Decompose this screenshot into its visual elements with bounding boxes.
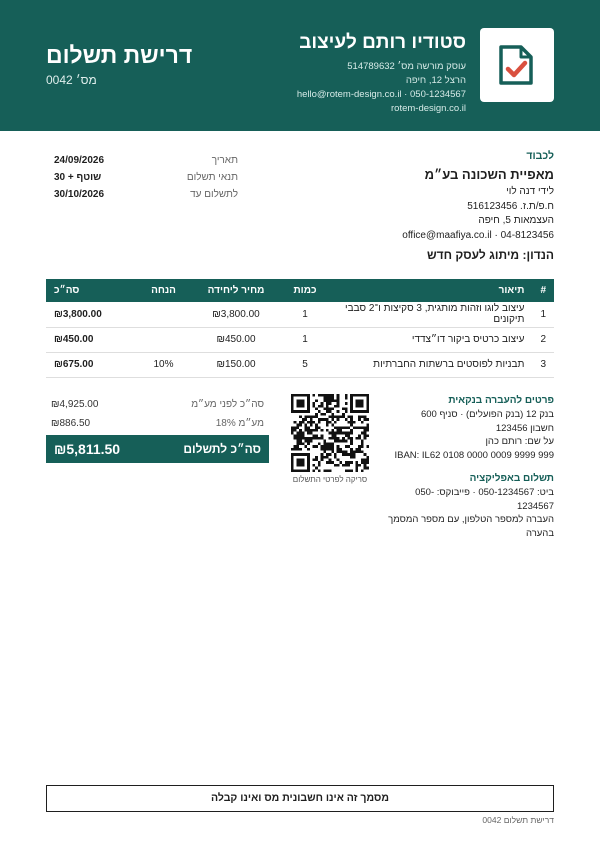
vat-value: ₪886.50 bbox=[51, 418, 91, 429]
client-company-id: ח.פ/ת.ז. 516123456 bbox=[467, 200, 554, 212]
subtotal-row bbox=[46, 395, 269, 414]
studio-name: סטודיו רותם לעיצוב bbox=[299, 32, 466, 53]
qr-caption: סריקה לפרטי התשלום bbox=[292, 475, 368, 484]
col-header-unit-price: מחיר ליחידה bbox=[191, 279, 281, 302]
table-row bbox=[46, 302, 554, 327]
bank-line-owner: על שם: רותם כהן bbox=[485, 436, 554, 447]
col-header-index: # bbox=[532, 279, 554, 302]
cell-index: 1 bbox=[532, 302, 554, 327]
cell-discount bbox=[136, 327, 191, 352]
cell-quantity: 1 bbox=[281, 327, 329, 352]
cell-discount: 10% bbox=[136, 352, 191, 377]
bank-line-branch: בנק 12 (בנק הפועלים) · סניף 600 bbox=[420, 409, 554, 420]
table-row bbox=[46, 327, 554, 352]
line-items-table bbox=[46, 279, 554, 378]
cell-total: ₪675.00 bbox=[46, 352, 136, 377]
totals-block bbox=[46, 395, 269, 463]
meta-value: 30/10/2026 bbox=[54, 189, 105, 200]
subject-line: הנדון: מיתוג לעסק חדש bbox=[426, 248, 554, 262]
document-checkmark-icon bbox=[497, 44, 537, 86]
app-payment-instructions: העברה למספר הטלפון, עם מספר המסמך בהערה bbox=[388, 514, 554, 539]
meta-label: תנאי תשלום bbox=[186, 172, 238, 183]
subtotal-value: ₪4,925.00 bbox=[51, 399, 99, 410]
vat-row bbox=[46, 414, 269, 433]
cell-description: תבניות לפוסטים ברשתות החברתיות bbox=[329, 352, 532, 377]
meta-value: 24/09/2026 bbox=[54, 155, 105, 166]
bank-line-account: חשבון 123456 bbox=[495, 422, 554, 434]
col-header-quantity: כמות bbox=[281, 279, 329, 302]
subtotal-label: סה״כ לפני מע״מ bbox=[191, 399, 264, 410]
document-number: מס׳ 0042 bbox=[46, 73, 97, 87]
document-title: דרישת תשלום bbox=[46, 42, 193, 68]
qr-code-icon bbox=[291, 394, 369, 472]
studio-line-website: rotem-design.co.il bbox=[391, 103, 466, 114]
cell-total: ₪3,800.00 bbox=[46, 302, 136, 327]
client-contact-person: לידי דנה לוי bbox=[506, 186, 554, 197]
document-meta bbox=[54, 152, 238, 203]
recipient-block bbox=[402, 150, 554, 243]
cell-discount bbox=[136, 302, 191, 327]
grand-total-row bbox=[46, 435, 269, 463]
app-payment-block bbox=[384, 473, 554, 540]
recipient-label: לכבוד bbox=[526, 150, 554, 162]
table-row bbox=[46, 352, 554, 377]
cell-total: ₪450.00 bbox=[46, 327, 136, 352]
cell-description: עיצוב כרטיס ביקור דו״צדדי bbox=[329, 327, 532, 352]
client-contact: 04-8123456 · office@maafiya.co.il bbox=[402, 229, 554, 241]
meta-value: שוטף + 30 bbox=[54, 172, 102, 183]
col-header-discount: הנחה bbox=[136, 279, 191, 302]
grand-total-value: ₪5,811.50 bbox=[54, 441, 121, 457]
table-header-row bbox=[46, 279, 554, 302]
grand-total-label: סה״כ לתשלום bbox=[183, 442, 261, 456]
app-payment-numbers: ביט: 050-1234567 · פייבוקס: 050-1234567 bbox=[415, 487, 554, 512]
bank-line-iban: IBAN: IL62 0108 0000 0009 9999 999 bbox=[394, 449, 554, 461]
cell-index: 3 bbox=[532, 352, 554, 377]
studio-logo bbox=[480, 28, 554, 102]
meta-row-due bbox=[54, 186, 238, 203]
vat-label: מע״מ 18% bbox=[215, 418, 264, 429]
cell-unit-price: ₪3,800.00 bbox=[191, 302, 281, 327]
cell-description: עיצוב לוגו וזהות מותגית, 3 סקיצות ו־2 סבבי תיקונים bbox=[329, 302, 532, 327]
cell-unit-price: ₪450.00 bbox=[191, 327, 281, 352]
col-header-description: תיאור bbox=[329, 279, 532, 302]
document-header bbox=[0, 0, 600, 131]
studio-line-contact: 050-1234567 · hello@rotem-design.co.il bbox=[296, 89, 466, 100]
footer-doc-reference: דרישת תשלום 0042 bbox=[482, 815, 554, 825]
col-header-total: סה״כ bbox=[46, 279, 136, 302]
payment-details bbox=[384, 395, 554, 540]
legal-notice: מסמך זה אינו חשבונית מס ואינו קבלה bbox=[46, 785, 554, 812]
cell-unit-price: ₪150.00 bbox=[191, 352, 281, 377]
bank-transfer-title: פרטים להעברה בנקאית bbox=[448, 395, 554, 406]
cell-quantity: 5 bbox=[281, 352, 329, 377]
client-name: מאפיית השכונה בע״מ bbox=[424, 167, 554, 182]
cell-index: 2 bbox=[532, 327, 554, 352]
meta-row-date bbox=[54, 152, 238, 169]
studio-line-license: עוסק מורשה מס׳ 514789632 bbox=[347, 61, 466, 72]
meta-label: לתשלום עד bbox=[190, 189, 238, 200]
studio-details bbox=[297, 32, 466, 116]
client-address: העצמאות 5, חיפה bbox=[478, 215, 554, 226]
studio-line-address: הרצל 12, חיפה bbox=[405, 75, 466, 86]
cell-quantity: 1 bbox=[281, 302, 329, 327]
meta-label: תאריך bbox=[211, 155, 238, 166]
meta-row-terms bbox=[54, 169, 238, 186]
app-payment-title: תשלום באפליקציה bbox=[469, 473, 554, 484]
